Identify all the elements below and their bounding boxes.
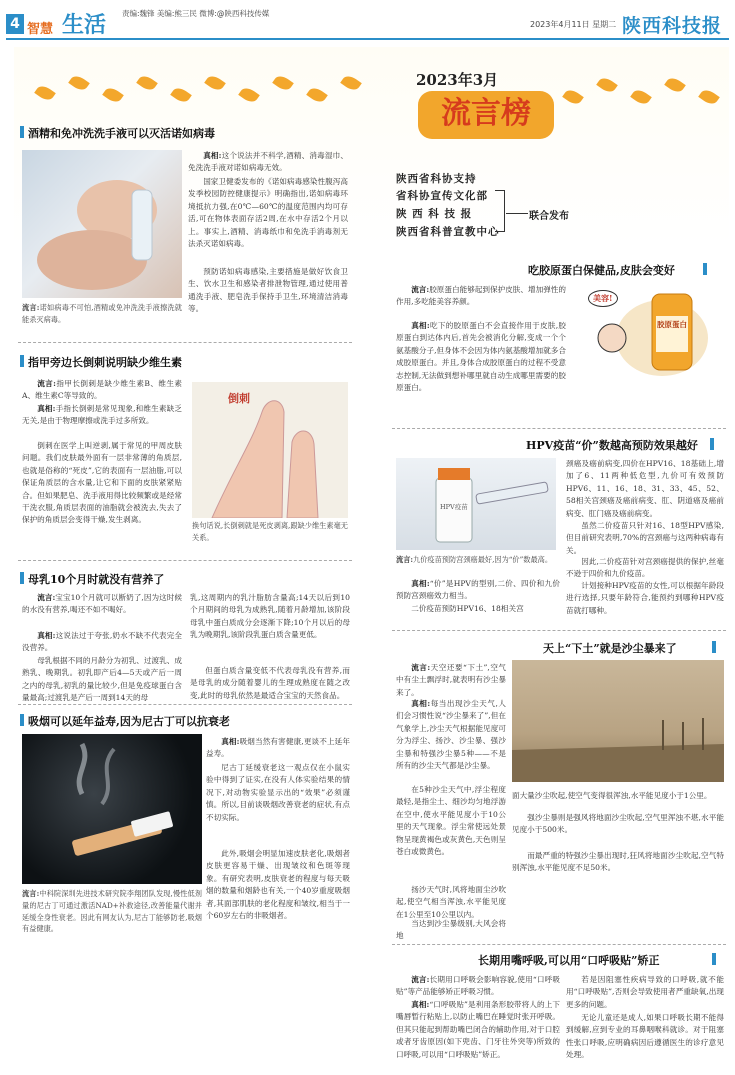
article-paragraph: 扬沙天气时,风将地面尘沙吹起,使空气相当浑浊,水平能见度在1公里至10公里以内。	[396, 885, 506, 919]
hero-year: 2023年3月	[416, 71, 499, 89]
article-paragraph: 在5种沙尘天气中,浮尘程度最轻,是指尘土、细沙均匀地浮游在空中,使水平能见度小于10公里的天气现象。浮尘常使远处景物呈现黄褐色或灰黄色,天色则呈苍白或微黄色。	[396, 785, 506, 857]
newspaper-name: 陕西科技报	[622, 15, 723, 37]
editor-credits: 责编:魏锋 美编:熊三民 微博:@陕西科技传媒	[122, 9, 270, 18]
cigarette-photo	[22, 734, 202, 884]
finger-illustration	[192, 382, 348, 518]
article-title: 吃胶原蛋白保健品,皮肤会变好	[528, 264, 675, 277]
section-divider	[392, 630, 726, 631]
speech-bubble: 美容!	[588, 290, 618, 307]
article-rumor: 流言:长期用口呼吸会影响容貌,使用“口呼吸贴”等产品能够矫正呼吸习惯。	[396, 975, 560, 997]
article-caption: 换句话说,长倒刺就是死皮剥离,跟缺少维生素毫无关系。	[192, 521, 348, 542]
article-paragraph: 当达到沙尘暴级别,大风会将地	[396, 919, 506, 941]
article-title: 母乳10个月时就没有营养了	[28, 573, 165, 586]
section-divider	[18, 704, 352, 705]
article-paragraph: 乳,这周期内的乳汁脂肪含量高;14天以后到10个月期间的母乳为成熟乳,随着月龄增加,该阶段母乳中蛋白质成分会逐渐下降;10个月以后的母乳为晚期乳,该阶段乳蛋白质含量更低。	[190, 593, 350, 640]
article-caption: 流言:诺如病毒不可怕,酒精或免冲洗洗手液擦洗就能杀灭病毒。	[22, 303, 182, 324]
article-rumor: 流言:天空还要“下土”,空气中有尘土飘浮时,就表明有沙尘暴来了。	[396, 663, 506, 697]
article-paragraph: 母乳根据不同的月龄分为初乳、过渡乳、成熟乳、晚期乳。初乳即产后4—5天或产后一周之内的母乳,初乳的量比较少,但是免疫球蛋白含量最高;过渡乳是产后一周到14天的母	[22, 656, 182, 703]
article-truth: 真相:每当出现沙尘天气,人们会习惯性说“沙尘暴来了”,但在气象学上,沙尘天气根据能见度可分为浮尘、扬沙、沙尘暴、强沙尘暴和特强沙尘暴5种——不是所有的沙尘天气都是沙尘暴。	[396, 699, 506, 771]
article-paragraph: 颈癌及癌前病变,四价在HPV16、18基础上,增加了6、11两种低危型,九价可有效预防HPV6、11、16、18、31、33、45、52、58相关宫颈癌及癌前病变、肛、阴道癌及癌前病变、肛门癌及癌前病变。	[566, 459, 724, 518]
article-paragraph: 无论儿童还是成人,如果口呼吸长期不能得到缓解,应到专业的耳鼻咽喉科就诊。对于阻塞性张口呼吸,应明确病因后遵循医生的诊疗意见处理。	[566, 1013, 724, 1060]
section-divider	[392, 428, 726, 429]
article-title: 指甲旁边长倒刺说明缺少维生素	[28, 356, 182, 369]
article-paragraph: 此外,吸烟会明显加速皮肤老化,吸烟者皮肤更容易干燥、出现皱纹和色斑等现象。有研究表明,皮肤衰老的程度与每天吸烟的数量和烟龄也有关,一个40岁重度吸烟者,其面部肌肤的老化程度和皱纹,相当于一个60岁左右的非吸烟者。	[206, 849, 350, 921]
title-marker	[712, 953, 716, 965]
page-header	[0, 0, 735, 40]
hero-title: 流言榜	[418, 91, 554, 139]
title-marker	[712, 641, 716, 653]
article-truth: 真相:“价”是HPV的型别,二价、四价和九价预防宫颈癌效力相当。	[396, 579, 560, 601]
source-bracket	[495, 190, 505, 232]
article-truth: 真相:吃下的胶原蛋白不会直接作用于皮肤,胶原蛋白到达体内后,首先会被消化分解,变成一个个氨基酸分子,但身体不会因为体内氨基酸增加就多合成胶原蛋白。并且,身体合成胶原蛋白的过程不受意志控制,无法做到想补哪里就自动生成哪里需要的胶原蛋白。	[396, 321, 566, 393]
title-marker	[20, 126, 24, 138]
article-caption: 流言:九价疫苗预防宫颈癌最好,因为“价”数最高。	[396, 555, 553, 564]
source-line: 陕西省科普宣教中心	[396, 226, 500, 238]
article-paragraph: 预防诺如病毒感染,主要措施是做好饮食卫生、饮水卫生和感染者排泄物管理,通过使用普通洗手液、肥皂洗手保持手卫生,环境清洁消毒等。	[188, 267, 348, 314]
bottle-label: 胶原蛋白	[657, 320, 687, 329]
article-title: HPV疫苗“价”数越高预防效果越好	[526, 439, 698, 452]
title-marker	[20, 714, 24, 726]
sandstorm-photo	[512, 660, 724, 782]
article-title: 长期用嘴呼吸,可以用“口呼吸贴”矫正	[478, 954, 660, 967]
article-title: 酒精和免冲洗洗手液可以灭活诺如病毒	[28, 127, 215, 140]
section-name-b: 生活	[62, 13, 107, 38]
title-marker	[20, 572, 24, 584]
header-divider	[6, 38, 729, 40]
article-rumor: 流言:宝宝10个月就可以断奶了,因为这时候的水没有营养,喝还不如不喝好。	[22, 593, 182, 615]
article-paragraph: 国家卫健委发布的《诺如病毒感染性腹泻高发季校园防控健康提示》明确指出,诺如病毒环境抵抗力强,在0℃—60℃的温度范围内均可存活,可在物体表面存活2周,在水中存活2个月以上。事实上,酒精、消毒纸巾和免洗手消毒剂无法杀灭诺如病毒。	[188, 177, 348, 249]
issue-date: 2023年4月11日 星期二	[530, 20, 617, 29]
release-connector	[506, 213, 528, 214]
title-marker	[710, 438, 714, 450]
article-paragraph: 尼古丁延缓衰老这一观点仅在小鼠实验中得到了证实,在没有人体实验结果的情况下,对动物实验显示出的“效果”必须谨慎。所以,目前谈吸烟改善衰老的症状,有点不切实际。	[206, 763, 350, 822]
article-truth: 真相:吸烟当然有害健康,更谈不上延年益寿。	[206, 737, 350, 759]
article-paragraph: 计划接种HPV疫苗的女性,可以根据年龄段进行选择,只要年龄符合,能预约到哪种HPV疫苗就打哪种。	[566, 581, 724, 615]
hand-sanitizer-photo	[22, 150, 182, 298]
article-paragraph: 若是因阻塞性疾病导致的口呼吸,就不能用“口呼吸贴”,否则会导致使用者严重缺氧,出现更多的问题。	[566, 975, 724, 1009]
article-paragraph: 强沙尘暴则是强风将地面沙尘吹起,空气里浑浊不堪,水平能见度小于500米。	[512, 813, 724, 835]
article-paragraph: 面大量沙尘吹起,使空气变得很浑浊,水平能见度小于1公里。	[512, 791, 712, 800]
article-paragraph: 而最严重的特强沙尘暴出现时,狂风将地面沙尘吹起,空气特别浑浊,水平能见度不足50米。	[512, 851, 724, 873]
article-truth: 真相:这个说法并不科学,酒精、消毒湿巾、免洗洗手液对诺如病毒无效。	[188, 151, 348, 173]
section-name-a: 智慧	[27, 22, 54, 37]
article-paragraph: 虽然二价疫苗只针对16、18型HPV感染,但目前研究表明,70%的宫颈癌与这两种病毒有关。	[566, 521, 724, 555]
article-rumor: 流言:指甲长倒刺是缺少维生素B、维生素A、维生素C等导致的。	[22, 379, 182, 401]
source-line: 陕 西 科 技 报	[396, 208, 473, 220]
section-divider	[392, 944, 726, 945]
source-line: 省科协宣传文化部	[396, 190, 488, 202]
source-line: 陕西省科协支持	[396, 173, 477, 185]
article-title: 天上“下土”就是沙尘暴来了	[543, 642, 677, 655]
article-truth: 真相:“口呼吸贴”是利用条形胶带将人的上下嘴唇暂行粘贴上,以防止嘴巴在睡觉时张开呼吸。但其只能起到帮助嘴巴闭合的辅助作用,对于口腔或者牙齿原因(如下兜齿、门牙往外突等)所致的口呼吸,可以用“口呼吸贴”矫正。	[396, 1000, 560, 1059]
collagen-illustration	[572, 278, 722, 380]
article-caption: 流言:中科院深圳先进技术研究院李翔团队发现,慢性低剂量的尼古丁可通过激活NAD+补救途径,改善能量代谢并延缓全身性衰老。因此有网友认为,尼古丁能够防老,吸烟有益健康。	[22, 889, 202, 934]
vaccine-photo	[396, 458, 556, 550]
title-marker	[20, 355, 24, 367]
title-marker	[703, 263, 707, 275]
image-label: 倒刺	[228, 392, 250, 405]
article-paragraph: 倒刺在医学上叫逆剥,属于常见的甲周皮肤问题。我们皮肤最外面有一层非常薄的角质层,也就是俗称的“死皮”,它的表面有一层油脂,可以保证角质层的含水量,让它和下面的皮肤紧紧贴合。但如果肥皂、洗手液用得比较频繁或是经常干洗衣服,角质层表面的油脂就会被洗去,失去了保护的角质层会变得干燥,发生剥离。	[22, 441, 182, 525]
article-truth: 真相:手指长倒刺是常见现象,和维生素缺乏无关,是由于物理摩擦或洗手过多所致。	[22, 404, 182, 426]
joint-release-label: 联合发布	[529, 211, 569, 222]
section-divider	[18, 560, 352, 561]
page-number: 4	[6, 14, 24, 34]
article-truth: 真相:这说法过于夸张,奶水不缺不代表完全没营养。	[22, 631, 182, 653]
article-title: 吸烟可以延年益寿,因为尼古丁可以抗衰老	[28, 715, 230, 728]
vial-label: HPV疫苗	[440, 503, 468, 511]
article-paragraph: 但蛋白质含量变低不代表母乳没有营养,而是母乳的成分随着婴儿的生理成熟度在随之改变,此时的母乳依然是最适合宝宝的天然食品。	[190, 666, 350, 700]
article-paragraph: 二价疫苗预防HPV16、18相关宫	[411, 604, 524, 613]
article-paragraph: 因此,二价疫苗针对宫颈癌提供的保护,丝毫不逊于四价和九价疫苗。	[566, 557, 724, 579]
section-divider	[18, 342, 352, 343]
article-rumor: 流言:胶原蛋白能够起到保护皮肤、增加弹性的作用,多吃能美容养颜。	[396, 285, 567, 307]
